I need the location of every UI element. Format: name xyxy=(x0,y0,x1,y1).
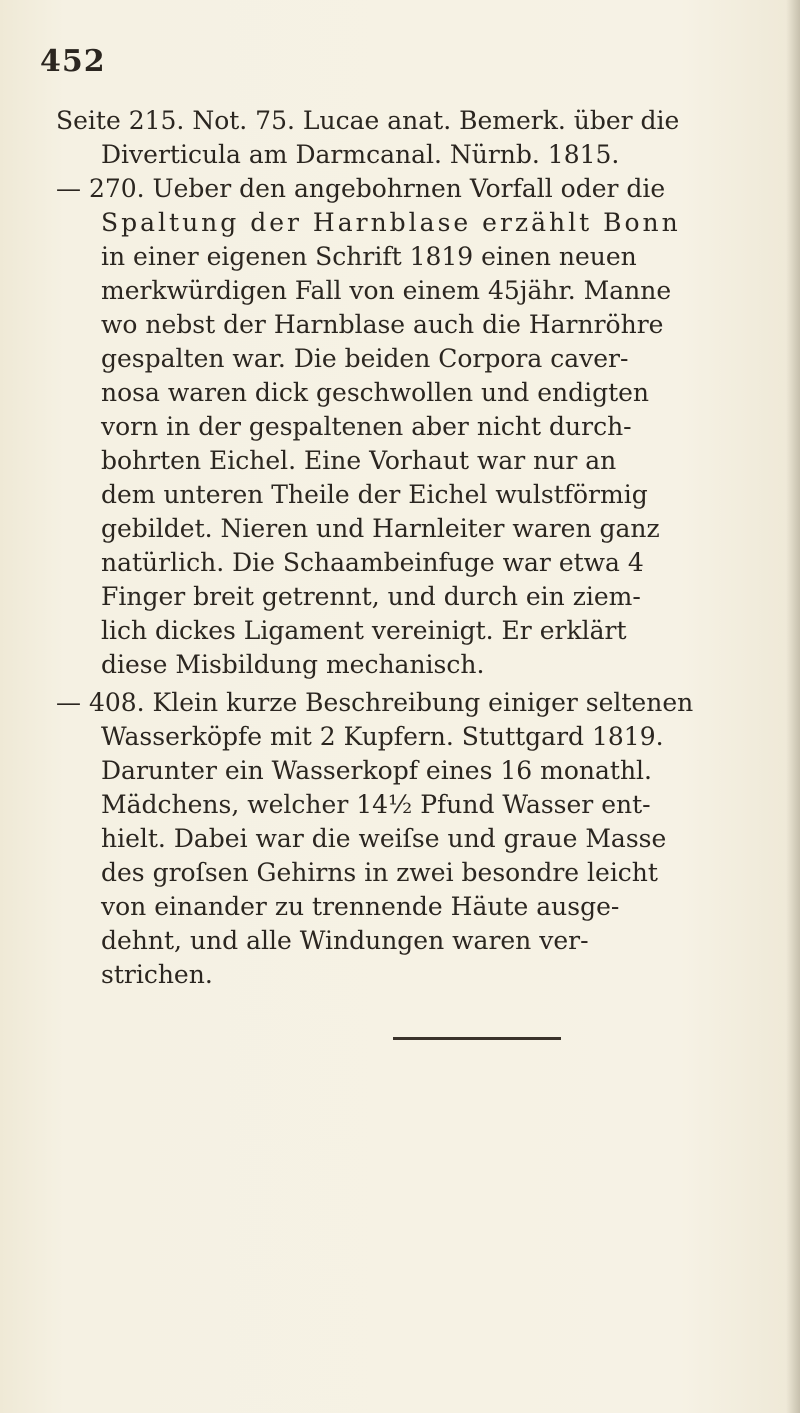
text-line: Diverticula am Darmcanal. Nürnb. 1815. xyxy=(101,140,620,169)
text-line: in einer eigenen Schrift 1819 einen neuen xyxy=(101,242,637,271)
text-line: merkwürdigen Fall von einem 45jähr. Manne xyxy=(101,276,672,305)
text-line: dehnt, und alle Windungen waren ver- xyxy=(101,926,589,955)
text-line: diese Misbildung mechanisch. xyxy=(101,650,485,679)
text-line: — 408. Klein kurze Beschreibung einiger seltenen xyxy=(56,688,694,717)
page-number: 452 xyxy=(40,44,106,79)
text-line: hielt. Dabei war die weiſse und graue Masse xyxy=(101,824,667,853)
text-line: — 270. Ueber den angebohrnen Vorfall oder die xyxy=(56,174,666,203)
text-line: Mädchens, welcher 14½ Pfund Wasser ent- xyxy=(101,790,651,819)
section-divider xyxy=(393,1037,561,1040)
text-line: Spaltung der Harnblase erzählt Bonn xyxy=(101,208,681,237)
text-line: strichen. xyxy=(101,960,213,989)
text-line: des groſsen Gehirns in zwei besondre leicht xyxy=(101,858,658,887)
text-line: nosa waren dick geschwollen und endigten xyxy=(101,378,650,407)
text-line: Darunter ein Wasserkopf eines 16 monathl. xyxy=(101,756,652,785)
text-line: gespalten war. Die beiden Corpora caver- xyxy=(101,344,629,373)
text-line: vorn in der gespaltenen aber nicht durch- xyxy=(101,412,632,441)
text-line: dem unteren Theile der Eichel wulstförmig xyxy=(101,480,648,509)
text-line: Seite 215. Not. 75. Lucae anat. Bemerk. über die xyxy=(56,106,680,135)
text-line: bohrten Eichel. Eine Vorhaut war nur an xyxy=(101,446,617,475)
text-line: gebildet. Nieren und Harnleiter waren ganz xyxy=(101,514,660,543)
text-line: von einander zu trennende Häute ausge- xyxy=(101,892,620,921)
text-line: lich dickes Ligament vereinigt. Er erklärt xyxy=(101,616,627,645)
page-edge-shadow xyxy=(786,0,800,1413)
text-line: Wasserköpfe mit 2 Kupfern. Stuttgard 1819. xyxy=(101,722,664,751)
text-line: natürlich. Die Schaambeinfuge war etwa 4 xyxy=(101,548,644,577)
text-line: Finger breit getrennt, und durch ein ziem- xyxy=(101,582,641,611)
text-line: wo nebst der Harnblase auch die Harnröhre xyxy=(101,310,664,339)
